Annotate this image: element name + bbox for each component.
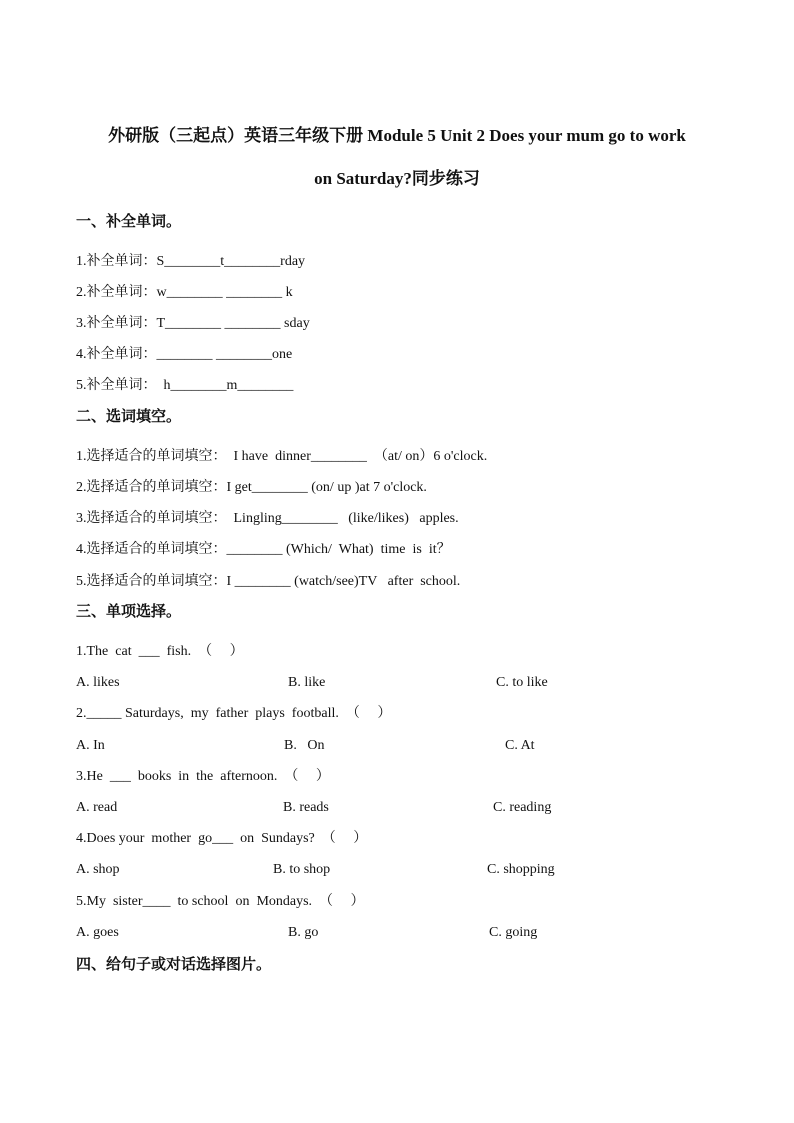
section-2-item-4: 4.选择适合的单词填空：________ (Which/ What) time is it？ [76,542,451,557]
section-1-item-2: 2.补全单词：w________ ________ k [76,285,293,300]
question-3: 3.He ___ books in the afternoon. （ ） [76,769,330,784]
question-2: 2._____ Saturdays, my father plays football. （ ） [76,706,392,721]
section-1-heading: 一、补全单词。 [76,214,182,230]
section-2-item-1: 1.选择适合的单词填空： I have dinner________ （at/ on）6 o'clock. [76,449,488,464]
section-3-heading: 三、单项选择。 [76,604,182,620]
section-2-item-2: 2.选择适合的单词填空：I get________ (on/ up )at 7 o'clock. [76,480,427,495]
question-3-option-c: C. reading [493,800,552,815]
question-2-option-a: A. In [76,738,105,753]
question-4-option-c: C. shopping [487,862,555,877]
document-title-line-1: 外研版（三起点）英语三年级下册 Module 5 Unit 2 Does your mum go to work [108,126,686,145]
question-4-option-b: B. to shop [273,862,331,877]
question-2-option-c: C. At [505,738,535,753]
section-1-item-5: 5.补全单词： h________m________ [76,378,294,393]
question-1-option-b: B. like [288,675,326,690]
question-5-option-b: B. go [288,925,319,940]
section-1-item-3: 3.补全单词：T________ ________ sday [76,316,310,331]
section-1-item-4: 4.补全单词：________ ________one [76,347,293,362]
question-2-option-b: B. On [284,738,325,753]
section-4-heading: 四、给句子或对话选择图片。 [76,957,272,973]
question-4-option-a: A. shop [76,862,120,877]
section-2-item-3: 3.选择适合的单词填空： Lingling________ (like/likes) apples. [76,511,459,526]
question-1-option-a: A. likes [76,675,120,690]
question-1: 1.The cat ___ fish. （ ） [76,644,244,659]
question-3-option-b: B. reads [283,800,329,815]
question-5-option-c: C. going [489,925,538,940]
question-1-option-c: C. to like [496,675,548,690]
section-2-heading: 二、选词填空。 [76,409,182,425]
section-2-item-5: 5.选择适合的单词填空：I ________ (watch/see)TV after school. [76,574,461,589]
document-title-line-2: on Saturday?同步练习 [314,169,480,188]
question-4: 4.Does your mother go___ on Sundays? （ ） [76,831,368,846]
question-3-option-a: A. read [76,800,118,815]
question-5-option-a: A. goes [76,925,119,940]
question-5: 5.My sister____ to school on Mondays. （ ） [76,894,365,909]
section-1-item-1: 1.补全单词：S________t________rday [76,254,306,269]
